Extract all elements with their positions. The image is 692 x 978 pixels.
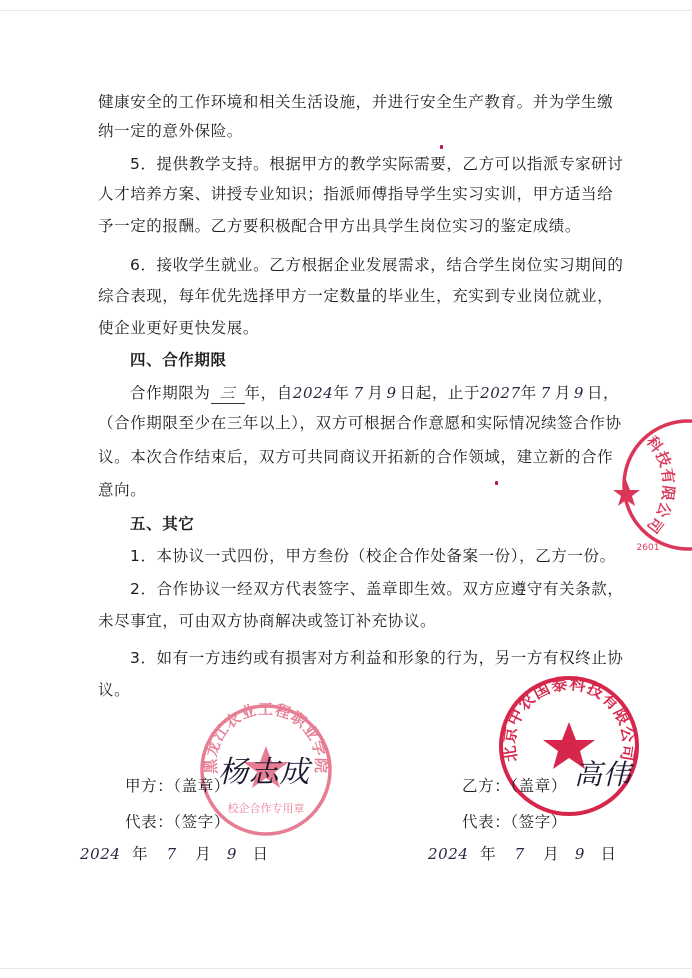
party-b-signature: 高伟 xyxy=(574,758,632,791)
item-5-line: 人才培养方案、讲授专业知识；指派师傅指导学生实习实训，甲方适当给 xyxy=(98,185,614,203)
label-day: 日 xyxy=(600,845,617,863)
term-years: 三 xyxy=(211,383,245,404)
item-6-line: 综合表现，每年优先选择甲方一定数量的毕业生，充实到专业岗位就业， xyxy=(98,287,614,305)
section-5-item-2: 未尽事宜，可由双方协商解决或签订补充协议。 xyxy=(98,612,437,630)
start-month: 7 xyxy=(353,384,364,402)
party-b-edge-seal xyxy=(600,410,692,560)
edge-seal-number: 2601 xyxy=(636,543,660,553)
party-a-date xyxy=(80,844,269,864)
red-mark xyxy=(495,481,498,485)
party-a-seal-text: 黑龙江农业工程职业学院 xyxy=(201,700,331,775)
svg-text:科技有限公司 xyxy=(642,432,678,537)
party-b-rep-label: 代表：（签字） xyxy=(462,813,567,831)
end-suffix: 日， xyxy=(586,384,620,402)
section-4-line: 意向。 xyxy=(98,481,147,499)
party-a-seal-sub: 校企合作专用章 xyxy=(227,802,305,815)
party-a-label: 甲方：（盖章） xyxy=(125,777,230,795)
party-b-label: 乙方：（盖章） xyxy=(462,777,567,795)
term-prefix: 合作期限为 xyxy=(130,384,211,402)
term-line xyxy=(130,383,619,404)
end-day: 9 xyxy=(573,384,585,402)
item-5-line: 予一定的报酬。乙方要积极配合甲方出具学生岗位实习的鉴定成绩。 xyxy=(98,217,582,235)
party-b-date xyxy=(428,844,617,864)
party-b-sign-day: 9 xyxy=(574,845,585,863)
edge-seal-text: 科技有限公司 xyxy=(642,432,678,538)
item-5-line: 5．提供教学支持。根据甲方的教学实际需要，乙方可以指派专家研讨 xyxy=(130,155,624,173)
section-5-item-3: 3．如有一方违约或有损害对方利益和形象的行为，另一方有权终止协 xyxy=(130,649,624,667)
red-mark xyxy=(440,145,443,149)
party-b-seal xyxy=(495,672,643,820)
party-b-sign-year: 2024 xyxy=(428,845,469,863)
text-line: 纳一定的意外保险。 xyxy=(98,122,243,140)
end-month: 7 xyxy=(540,384,551,402)
label-month: 月 xyxy=(367,384,384,402)
label-year: 年 xyxy=(333,384,350,402)
section-4-heading: 四、合作期限 xyxy=(130,351,227,369)
item-6-line: 使企业更好更快发展。 xyxy=(98,319,260,337)
term-year-label: 年，自 xyxy=(244,384,293,402)
party-a-sign-month: 7 xyxy=(166,845,177,863)
label-year: 年 xyxy=(480,845,497,863)
page-edge-top xyxy=(0,10,692,11)
label-year: 年 xyxy=(520,384,537,402)
section-4-line: 议。本次合作结束后，双方可共同商议开拓新的合作领域，建立新的合作 xyxy=(98,448,614,466)
section-5-item-1: 1．本协议一式四份，甲方叁份（校企合作处备案一份），乙方一份。 xyxy=(130,547,616,565)
label-month: 月 xyxy=(195,845,212,863)
section-5-item-3: 议。 xyxy=(98,681,131,699)
section-5-item-2: 2．合作协议一经双方代表签字、盖章即生效。双方应遵守有关条款， xyxy=(130,580,624,598)
label-month: 月 xyxy=(543,845,560,863)
start-day: 9 xyxy=(386,384,397,402)
item-6-line: 6．接收学生就业。乙方根据企业发展需求，结合学生岗位实习期间的 xyxy=(130,256,624,274)
party-a-signature: 杨志成 xyxy=(218,755,310,790)
party-b-seal-text: 北京中农国泰科技有限公司 xyxy=(499,673,639,764)
party-a-sign-day: 9 xyxy=(226,845,237,863)
start-suffix: 日起，止于 xyxy=(399,384,481,402)
page-edge-bottom xyxy=(0,968,692,969)
party-a-rep-label: 代表：（签字） xyxy=(125,813,230,831)
party-a-sign-year: 2024 xyxy=(80,845,121,863)
party-b-sign-month: 7 xyxy=(514,845,525,863)
section-4-line: （合作期限至少在三年以上），双方可根据合作意愿和实际情况续签合作协 xyxy=(98,414,622,432)
start-year: 2024 xyxy=(292,384,334,402)
label-year: 年 xyxy=(132,845,149,863)
text-line: 健康安全的工作环境和相关生活设施，并进行安全生产教育。并为学生缴 xyxy=(98,93,614,111)
end-year: 2027 xyxy=(480,384,521,402)
label-month: 月 xyxy=(554,384,571,402)
label-day: 日 xyxy=(252,845,269,863)
section-5-heading: 五、其它 xyxy=(130,515,195,533)
